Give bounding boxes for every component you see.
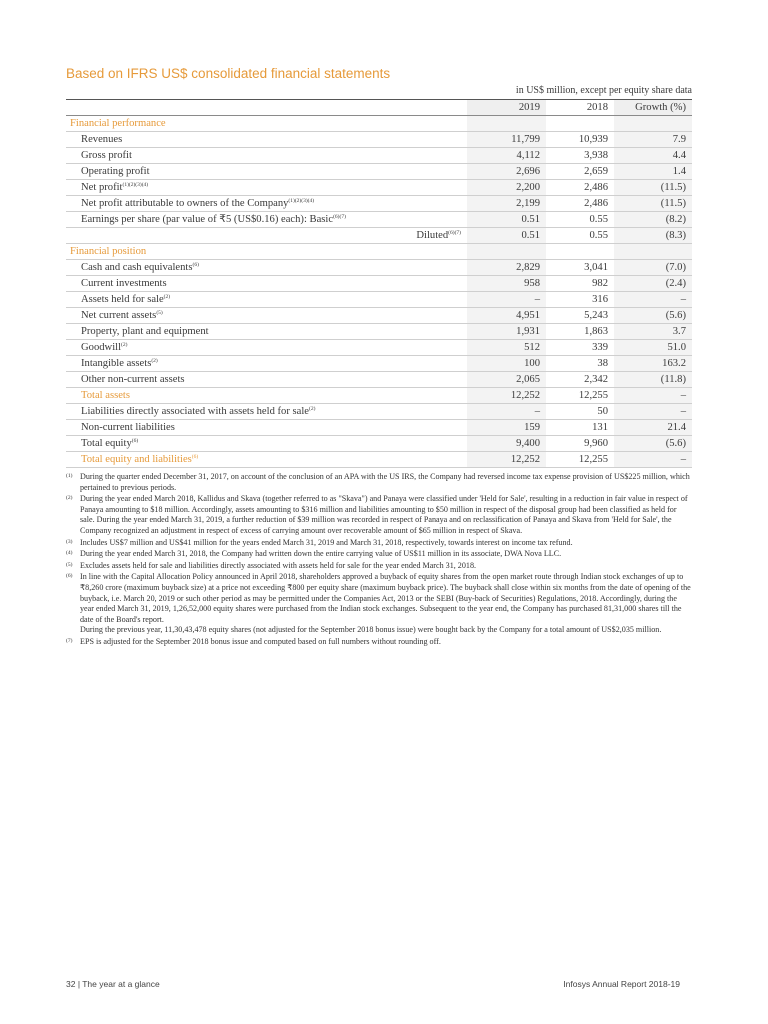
footnote-ref: (6)(7) bbox=[333, 214, 346, 220]
value-growth: (11.8) bbox=[614, 372, 692, 388]
value-growth: 1.4 bbox=[614, 164, 692, 180]
value-2018: 3,041 bbox=[546, 260, 614, 276]
value-2018: 2,342 bbox=[546, 372, 614, 388]
footnote bbox=[66, 549, 692, 560]
footnote-paragraph: During the year ended March 31, 2018, the Company had written down the entire carrying value of US$11 million in its associate, DWA Nova LLC. bbox=[80, 549, 562, 559]
footnote-text bbox=[80, 538, 692, 549]
row-label bbox=[66, 228, 467, 244]
row-label bbox=[66, 356, 467, 372]
value-2019: 512 bbox=[467, 340, 546, 356]
value-growth: 51.0 bbox=[614, 340, 692, 356]
value-2019 bbox=[467, 116, 546, 132]
table-row bbox=[66, 132, 692, 148]
row-label bbox=[66, 196, 467, 212]
table-header-row bbox=[66, 100, 692, 116]
value-2018: 5,243 bbox=[546, 308, 614, 324]
row-label bbox=[66, 292, 467, 308]
row-label-text: Assets held for sale bbox=[81, 294, 164, 305]
value-2019: 2,696 bbox=[467, 164, 546, 180]
row-label-text: Net profit bbox=[81, 182, 123, 193]
table-row bbox=[66, 292, 692, 308]
row-label bbox=[66, 388, 467, 404]
row-label-text: Earnings per share (par value of ₹5 (US$0.16) each): Basic bbox=[81, 214, 334, 225]
value-2019: 2,829 bbox=[467, 260, 546, 276]
table-row bbox=[66, 228, 692, 244]
footnote-number: (7) bbox=[66, 637, 73, 644]
value-2018: 2,486 bbox=[546, 180, 614, 196]
value-growth: (11.5) bbox=[614, 180, 692, 196]
table-row bbox=[66, 404, 692, 420]
row-label-text: Current investments bbox=[81, 278, 167, 289]
row-label-text: Gross profit bbox=[81, 150, 132, 161]
footnote-ref: (5) bbox=[156, 310, 163, 316]
value-2018: 10,939 bbox=[546, 132, 614, 148]
row-label bbox=[66, 212, 467, 228]
row-label bbox=[66, 372, 467, 388]
table-row bbox=[66, 452, 692, 468]
footnote-ref: (2) bbox=[121, 342, 128, 348]
value-2018: 12,255 bbox=[546, 388, 614, 404]
value-2018: 982 bbox=[546, 276, 614, 292]
value-growth: 163.2 bbox=[614, 356, 692, 372]
footnote-ref: (2) bbox=[151, 358, 158, 364]
value-growth: (11.5) bbox=[614, 196, 692, 212]
footnote bbox=[66, 561, 692, 572]
row-label bbox=[66, 116, 467, 132]
footnote-ref: (2) bbox=[309, 406, 316, 412]
value-2018: 12,255 bbox=[546, 452, 614, 468]
header-label bbox=[66, 100, 467, 116]
value-2018: 0.55 bbox=[546, 228, 614, 244]
value-2019: 2,065 bbox=[467, 372, 546, 388]
footnote bbox=[66, 538, 692, 549]
row-label bbox=[66, 452, 467, 468]
value-2019: 2,200 bbox=[467, 180, 546, 196]
table-row bbox=[66, 308, 692, 324]
footnote-text bbox=[80, 494, 692, 536]
value-2019: – bbox=[467, 404, 546, 420]
row-label bbox=[66, 436, 467, 452]
table-row bbox=[66, 164, 692, 180]
row-label-text: Financial position bbox=[70, 246, 147, 257]
row-label bbox=[66, 420, 467, 436]
value-2018: 1,863 bbox=[546, 324, 614, 340]
row-label bbox=[66, 308, 467, 324]
footnote-paragraph: Includes US$7 million and US$41 million for the years ended March 31, 2019 and March 31, 2018, respectively, towards interest on income tax refund. bbox=[80, 537, 573, 547]
footnote-ref: (6)(7) bbox=[448, 230, 461, 236]
value-2018 bbox=[546, 244, 614, 260]
footer-report-title: Infosys Annual Report 2018-19 bbox=[563, 979, 680, 989]
footnote-paragraph: During the previous year, 11,30,43,478 equity shares (not adjusted for the September 2018 bonus issue) were bought back by the Company for a total amount of US$2,035 million. bbox=[80, 625, 662, 635]
value-2018: 2,486 bbox=[546, 196, 614, 212]
footnote-ref: (1)(2)(3)(4) bbox=[122, 182, 149, 188]
footnote-number: (1) bbox=[66, 473, 73, 479]
row-label-text: Diluted bbox=[416, 230, 449, 241]
table-row bbox=[66, 276, 692, 292]
footnote-ref: (2) bbox=[163, 294, 171, 300]
value-growth: 4.4 bbox=[614, 148, 692, 164]
table-row bbox=[66, 420, 692, 436]
value-2019: 11,799 bbox=[467, 132, 546, 148]
value-2018: 316 bbox=[546, 292, 614, 308]
row-label bbox=[66, 276, 467, 292]
footnote-paragraph: During the quarter ended December 31, 2017, on account of the conclusion of an APA with the US IRS, the Company had reversed income tax expense provision of US$225 million, which pertained to previous periods. bbox=[80, 472, 690, 492]
value-2019: 12,252 bbox=[467, 388, 546, 404]
value-2018: 339 bbox=[546, 340, 614, 356]
table-row bbox=[66, 148, 692, 164]
header-2018: 2018 bbox=[546, 100, 614, 116]
table-row bbox=[66, 356, 692, 372]
value-2019: 1,931 bbox=[467, 324, 546, 340]
footer-page-label: 32 | The year at a glance bbox=[66, 979, 160, 989]
value-growth: (8.3) bbox=[614, 228, 692, 244]
row-label-text: Total equity and liabilities bbox=[81, 454, 192, 465]
row-label bbox=[66, 132, 467, 148]
table-row bbox=[66, 212, 692, 228]
footnote-paragraph: Excludes assets held for sale and liabilities directly associated with assets held for sale for the year ended March 31, 2018. bbox=[80, 560, 477, 570]
footnote bbox=[66, 572, 692, 636]
footnote-ref: (1)(2)(3)(4) bbox=[288, 198, 315, 204]
footnote-paragraph: In line with the Capital Allocation Policy announced in April 2018, shareholders approved a buyback of equity shares from the open market route through Indian stock exchanges of up to ₹8,260 crore (maximum buyback size) at a price not exceeding ₹800 per equity share (maximum buyback price). The buyback shall close within six months from the date of opening of the buyback, i.e. March 20, 2019 or such other period as may be permitted under the Companies Act, 2013 or the SEBI (Buy-back of Securities) Regulations, 2018. Accordingly, during the year ended March 31, 2019, 1,26,52,000 equity shares were purchased from the Indian stock exchanges. Subsequent to the year end, the Company has purchased 81,31,000 shares till the date of the Board's report. bbox=[80, 572, 691, 624]
value-growth: (8.2) bbox=[614, 212, 692, 228]
footnote-paragraph: EPS is adjusted for the September 2018 bonus issue and computed based on full numbers without rounding off. bbox=[80, 636, 441, 646]
value-2019 bbox=[467, 244, 546, 260]
value-growth: – bbox=[614, 404, 692, 420]
value-2019: 958 bbox=[467, 276, 546, 292]
value-2019: 0.51 bbox=[467, 228, 546, 244]
value-growth: – bbox=[614, 388, 692, 404]
value-2019: 100 bbox=[467, 356, 546, 372]
value-2019: 4,951 bbox=[467, 308, 546, 324]
value-growth: (5.6) bbox=[614, 308, 692, 324]
header-growth: Growth (%) bbox=[614, 100, 692, 116]
row-label-text: Total equity bbox=[81, 438, 132, 449]
table-row bbox=[66, 260, 692, 276]
row-label bbox=[66, 244, 467, 260]
footnote-ref: (6) bbox=[131, 438, 139, 444]
value-growth: (2.4) bbox=[614, 276, 692, 292]
row-label bbox=[66, 180, 467, 196]
value-growth bbox=[614, 244, 692, 260]
value-2018: 0.55 bbox=[546, 212, 614, 228]
value-growth: 3.7 bbox=[614, 324, 692, 340]
financial-table bbox=[66, 99, 692, 468]
value-2018: 38 bbox=[546, 356, 614, 372]
footnote-number: (3) bbox=[66, 538, 73, 545]
table-body bbox=[66, 116, 692, 468]
row-label bbox=[66, 340, 467, 356]
table-row bbox=[66, 372, 692, 388]
row-label-text: Total assets bbox=[81, 390, 130, 401]
value-2019: 159 bbox=[467, 420, 546, 436]
value-growth: (5.6) bbox=[614, 436, 692, 452]
row-label-text: Financial performance bbox=[70, 118, 166, 129]
value-2019: 0.51 bbox=[467, 212, 546, 228]
value-2018: 9,960 bbox=[546, 436, 614, 452]
row-label bbox=[66, 324, 467, 340]
value-growth: – bbox=[614, 292, 692, 308]
value-2019: 4,112 bbox=[467, 148, 546, 164]
row-label-text: Liabilities directly associated with assets held for sale bbox=[81, 406, 309, 417]
table-row bbox=[66, 196, 692, 212]
value-growth: 21.4 bbox=[614, 420, 692, 436]
row-label-text: Cash and cash equivalents bbox=[81, 262, 193, 273]
footnote-number: (4) bbox=[66, 550, 73, 557]
footnote-ref: (6) bbox=[192, 262, 199, 268]
value-growth: (7.0) bbox=[614, 260, 692, 276]
value-2019: 2,199 bbox=[467, 196, 546, 212]
footnote bbox=[66, 494, 692, 536]
row-label-text: Revenues bbox=[81, 134, 123, 145]
footnote bbox=[66, 472, 692, 493]
table-row bbox=[66, 340, 692, 356]
value-growth: 7.9 bbox=[614, 132, 692, 148]
row-label-text: Goodwill bbox=[81, 342, 122, 353]
value-2018: 131 bbox=[546, 420, 614, 436]
row-label-text: Net profit attributable to owners of the Company bbox=[81, 198, 289, 209]
value-2018 bbox=[546, 116, 614, 132]
value-2019: 12,252 bbox=[467, 452, 546, 468]
footnote-ref: (6) bbox=[191, 454, 199, 460]
row-label-text: Non-current liabilities bbox=[81, 422, 175, 433]
footnote bbox=[66, 637, 692, 648]
row-label bbox=[66, 148, 467, 164]
value-2018: 50 bbox=[546, 404, 614, 420]
row-label-text: Other non-current assets bbox=[81, 374, 185, 385]
value-2019: – bbox=[467, 292, 546, 308]
value-2019: 9,400 bbox=[467, 436, 546, 452]
footnote-text bbox=[80, 637, 692, 648]
header-2019: 2019 bbox=[467, 100, 546, 116]
row-label-text: Intangible assets bbox=[81, 358, 152, 369]
row-label bbox=[66, 260, 467, 276]
footnote-number: (6) bbox=[66, 573, 73, 580]
footnote-number: (5) bbox=[66, 561, 73, 568]
row-label-text: Operating profit bbox=[81, 166, 150, 177]
row-label-text: Net current assets bbox=[81, 310, 157, 321]
row-label-text: Property, plant and equipment bbox=[81, 326, 209, 337]
value-2018: 2,659 bbox=[546, 164, 614, 180]
row-label bbox=[66, 404, 467, 420]
value-growth bbox=[614, 116, 692, 132]
unit-note: in US$ million, except per equity share data bbox=[515, 85, 692, 96]
footnote-text bbox=[80, 549, 692, 560]
footnote-text bbox=[80, 572, 692, 636]
table-row bbox=[66, 436, 692, 452]
section-row bbox=[66, 244, 692, 260]
footnote-paragraph: During the year ended March 2018, Kallidus and Skava (together referred to as "Skava") and Panaya were classified under 'Held for Sale', resulting in a reduction in fair value in respect of Panaya amounting to $18 million. Accordingly, assets amounting to $316 million and liabilities amounting to $50 million in respect of the disposal group had been classified as held for sale. During the year ended March 31, 2019, a further reduction of $39 million was recorded in respect of Panaya and on reclassification of Panaya and Skava from 'Held for Sale', the Company recognized an adjustment in respect of excess of carrying amount over recoverable amount of $65 million in respect of Skava. bbox=[80, 494, 688, 535]
footnote-text bbox=[80, 561, 692, 572]
footnote-number: (2) bbox=[66, 495, 73, 502]
table-row bbox=[66, 388, 692, 404]
table-row bbox=[66, 324, 692, 340]
footnote-text bbox=[80, 472, 692, 493]
section-row bbox=[66, 116, 692, 132]
row-label bbox=[66, 164, 467, 180]
footnotes bbox=[66, 472, 692, 649]
page-title: Based on IFRS US$ consolidated financial statements bbox=[66, 66, 391, 81]
table-row bbox=[66, 180, 692, 196]
value-growth: – bbox=[614, 452, 692, 468]
value-2018: 3,938 bbox=[546, 148, 614, 164]
